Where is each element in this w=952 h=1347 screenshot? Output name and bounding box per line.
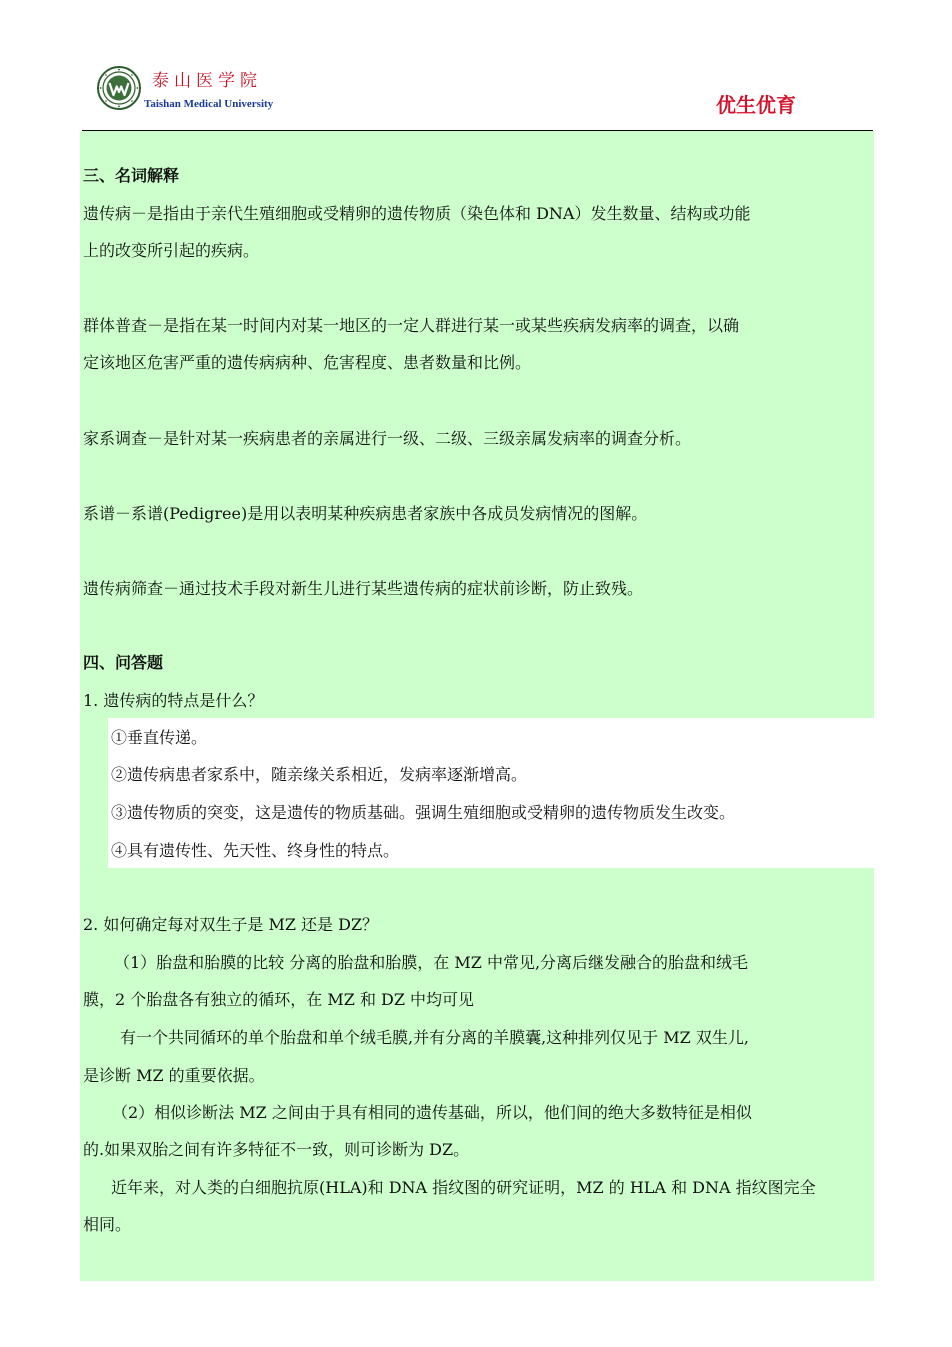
definition-line: 上的改变所引起的疾病。 [83, 241, 260, 260]
university-name-chinese: 泰山医学院 [152, 71, 262, 91]
section-title: 四、问答题 [83, 653, 164, 672]
question-text: 2. 如何确定每对双生子是 MZ 还是 DZ？ [83, 915, 379, 934]
answer-paragraph-line: 膜，2 个胎盘各有独立的循环，在 MZ 和 DZ 中均可见 [83, 990, 475, 1009]
definition-line: 群体普查－是指在某一时间内对某一地区的一定人群进行某一或某些疾病发病率的调查，以确 [83, 316, 740, 335]
answer-paragraph-line: 是诊断 MZ 的重要依据。 [83, 1066, 265, 1085]
answer-item: ②遗传病患者家系中，随亲缘关系相近，发病率逐渐增高。 [111, 765, 528, 784]
university-name-english: Taishan Medical University [144, 98, 274, 110]
definition-line: 遗传病－是指由于亲代生殖细胞或受精卵的遗传物质（染色体和 DNA）发生数量、结构或功能 [83, 204, 751, 223]
section-title: 三、名词解释 [83, 166, 180, 185]
document-topic: 优生优育 [716, 93, 796, 117]
answer-paragraph-line: 相同。 [83, 1215, 132, 1234]
university-seal-logo [97, 66, 141, 110]
answer-paragraph-line: 近年来，对人类的白细胞抗原(HLA)和 DNA 指纹图的研究证明，MZ 的 HLA 和 DNA 指纹图完全 [111, 1178, 816, 1197]
answer-list-margin [80, 718, 108, 868]
page-header [0, 0, 952, 135]
answer-paragraph-line: 有一个共同循环的单个胎盘和单个绒毛膜,并有分离的羊膜囊,这种排列仅见于 MZ 双生儿, [120, 1028, 749, 1047]
answer-item: ④具有遗传性、先天性、终身性的特点。 [111, 841, 400, 860]
answer-paragraph-line: （2）相似诊断法 MZ 之间由于具有相同的遗传基础，所以，他们间的绝大多数特征是相似 [112, 1103, 752, 1122]
definition-line: 系谱－系谱(Pedigree)是用以表明某种疾病患者家族中各成员发病情况的图解。 [83, 504, 648, 523]
definition-line: 遗传病筛查－通过技术手段对新生儿进行某些遗传病的症状前诊断，防止致残。 [83, 579, 644, 598]
definition-line: 家系调查－是针对某一疾病患者的亲属进行一级、二级、三级亲属发病率的调查分析。 [83, 429, 692, 448]
answer-item: ③遗传物质的突变，这是遗传的物质基础。强调生殖细胞或受精卵的遗传物质发生改变。 [111, 803, 736, 822]
answer-item: ①垂直传递。 [111, 728, 208, 747]
definition-line: 定该地区危害严重的遗传病病种、危害程度、患者数量和比例。 [83, 353, 532, 372]
question-text: 1. 遗传病的特点是什么？ [83, 691, 264, 710]
answer-paragraph-line: （1）胎盘和胎膜的比较 分离的胎盘和胎膜，在 MZ 中常见,分离后继发融合的胎盘和绒毛 [114, 953, 749, 972]
answer-paragraph-line: 的.如果双胎之间有许多特征不一致，则可诊断为 DZ。 [83, 1140, 470, 1159]
